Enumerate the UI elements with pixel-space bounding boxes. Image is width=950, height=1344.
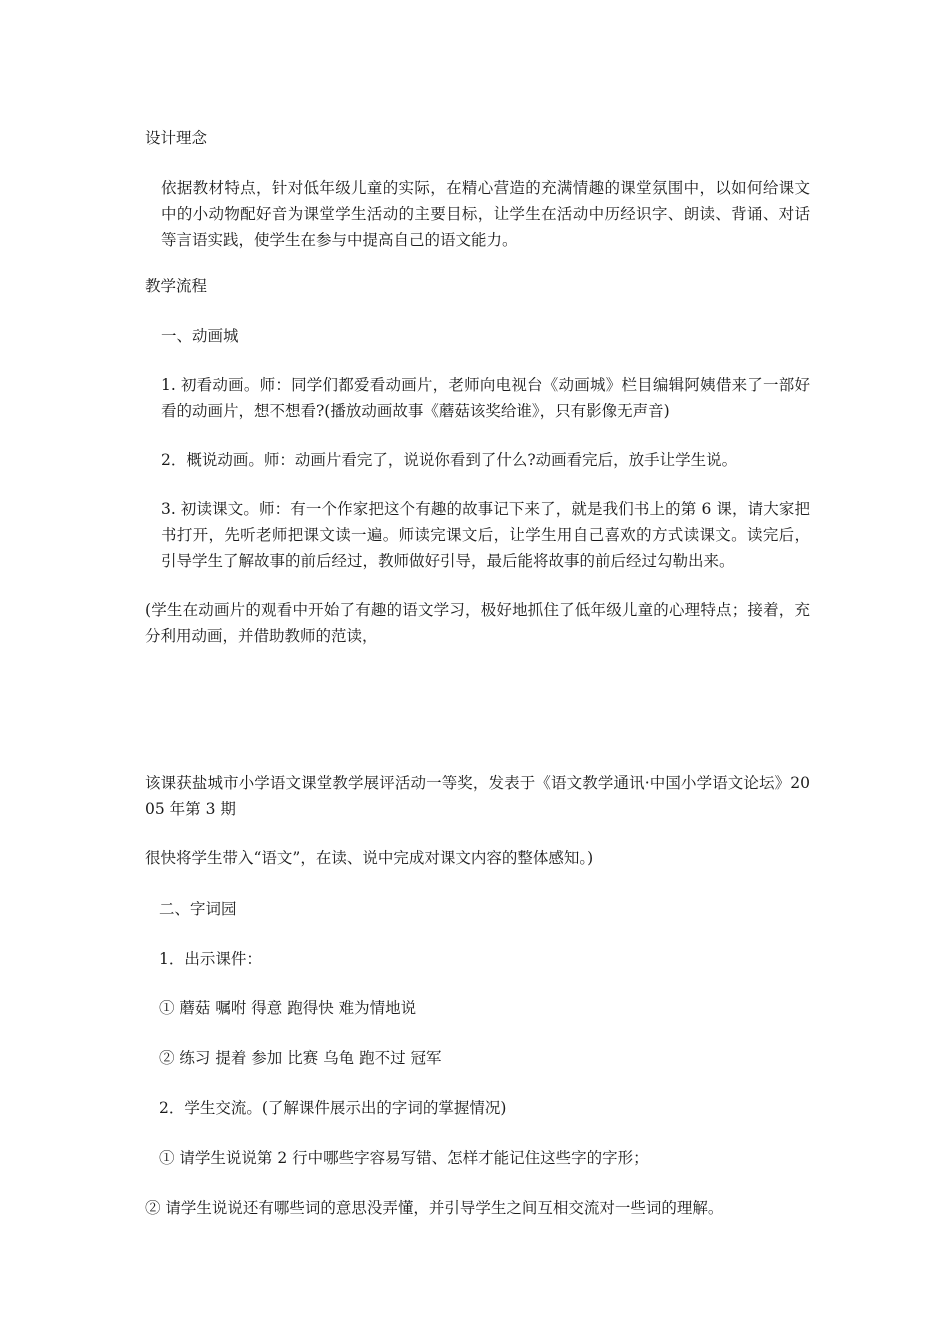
heading-design-concept: 设计理念 [145, 129, 208, 147]
heading-teaching-flow: 教学流程 [145, 277, 208, 295]
exchange-item-1: ① 请学生说说第 2 行中哪些字容易写错、怎样才能记住这些字的字形； [159, 1149, 649, 1167]
exchange-item-2: ② 请学生说说还有哪些词的意思没弄懂，并引导学生之间互相交流对一些词的理解。 [145, 1199, 724, 1217]
section-1-title: 一、动画城 [161, 327, 239, 345]
section-2-title: 二、字词园 [159, 900, 237, 918]
award-note-paragraph: 该课获盐城市小学语文课堂教学展评活动一等奖，发表于《语文教学通讯·中国小学语文论坛》2005 年第 3 期 [145, 774, 810, 818]
step-3-paragraph: 3. 初读课文。师：有一个作家把这个有趣的故事记下来了，就是我们书上的第 6 课，请大家把书打开，先听老师把课文读一遍。师读完课文后，让学生用自己喜欢的方式读课文。读完后，引导学生了解故事的前后经过，教师做好引导，最后能将故事的前后经过勾勒出来。 [161, 500, 810, 570]
paragraph-design-concept: 依据教材特点，针对低年级儿童的实际，在精心营造的充满情趣的课堂氛围中，以如何给课文中的小动物配好音为课堂学生活动的主要目标，让学生在活动中历经识字、朗读、背诵、对话等言语实践，使学生在参与中提高自己的语文能力。 [161, 179, 810, 249]
sub-item-2: 2．学生交流。(了解课件展示出的字词的掌握情况) [159, 1099, 507, 1117]
comment-paragraph-part-1: (学生在动画片的观看中开始了有趣的语文学习，极好地抓住了低年级儿童的心理特点；接着，充分利用动画，并借助教师的范读， [145, 601, 810, 645]
word-list-row-2: ② 练习 提着 参加 比赛 乌龟 跑不过 冠军 [159, 1049, 442, 1067]
sub-item-1: 1．出示课件： [159, 950, 262, 968]
comment-paragraph-part-2: 很快将学生带入“语文”，在读、说中完成对课文内容的整体感知。) [145, 849, 594, 867]
step-1-paragraph: 1. 初看动画。师：同学们都爱看动画片，老师向电视台《动画城》栏目编辑阿姨借来了一部好看的动画片，想不想看?(播放动画故事《蘑菇该奖给谁》，只有影像无声音) [161, 376, 810, 420]
word-list-row-1: ① 蘑菇 嘱咐 得意 跑得快 难为情地说 [159, 999, 417, 1017]
step-2-paragraph: 2．概说动画。师：动画片看完了，说说你看到了什么?动画看完后，放手让学生说。 [161, 451, 738, 469]
